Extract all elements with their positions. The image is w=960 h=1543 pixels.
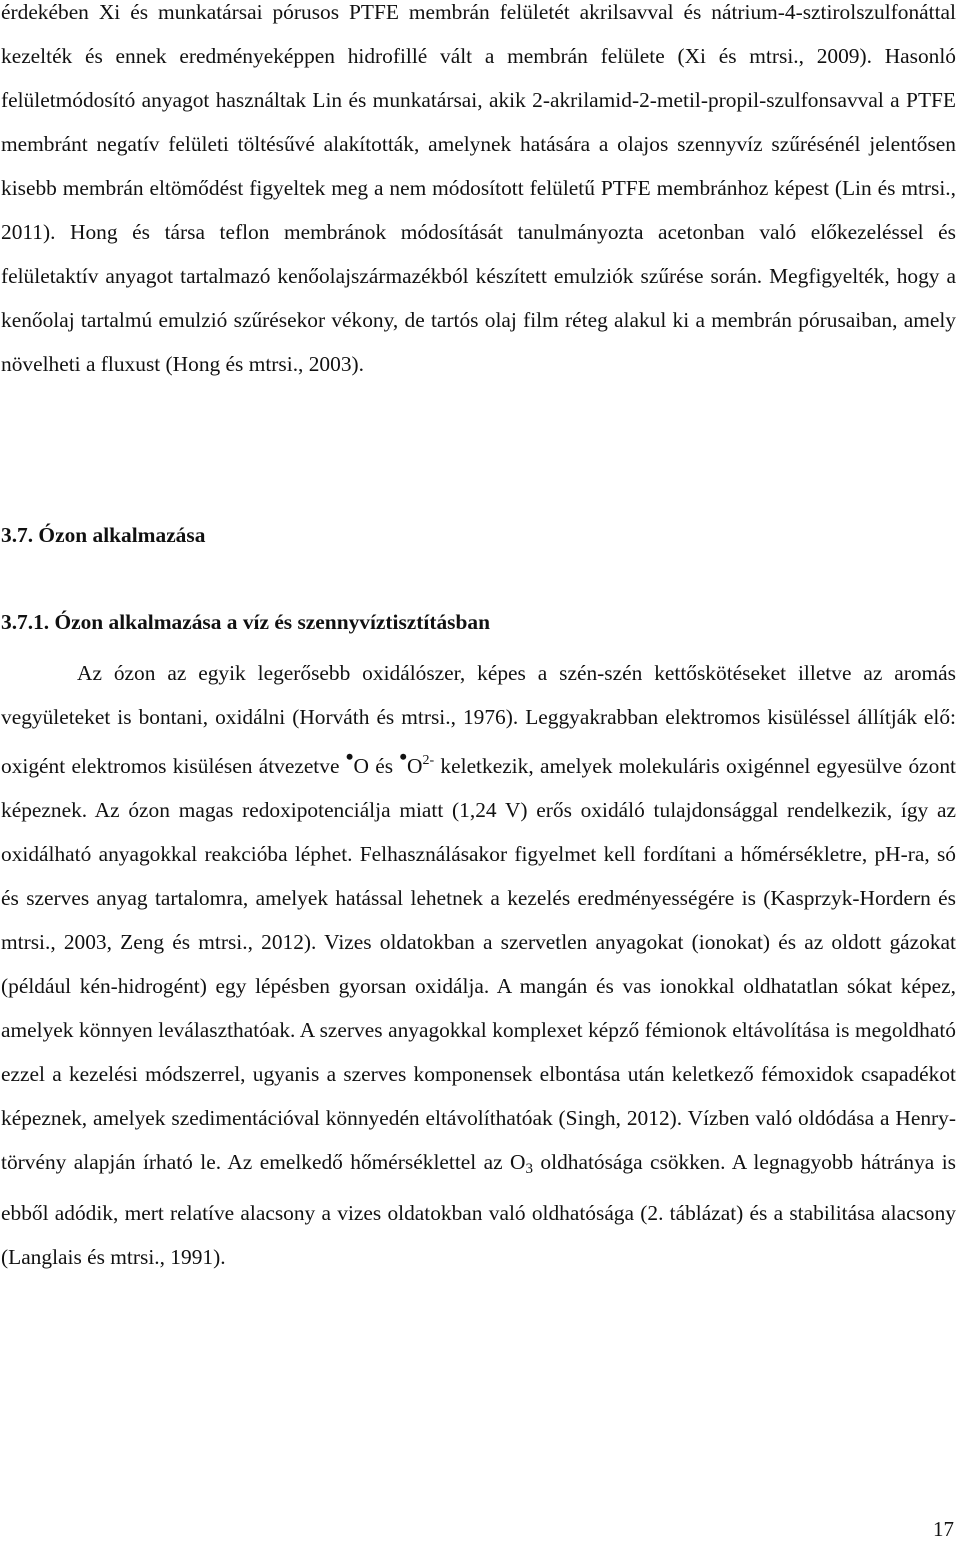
paragraph-ozone-part-a: Az ózon az egyik legerősebb oxidálószer, képes a szén-szén kettőskötéseket illetve az aromás vegyületeket is bontani, oxidálni (Horváth és mtrsi., 1976). Leggyakrabban elektromos kisüléssel állítják elő: oxigént elektromos kisülésen átvezetve [1,661,956,778]
paragraph-ozone-part-b: keletkezik, amelyek molekuláris oxigénnel egyesülve ózont képeznek. Az ózon magas redoxipotenciálja miatt (1,24 V) erős oxidáló tulajdonsággal rendelkezik, így az oxidálható anyagokkal reakcióba léphet. Felhasználásakor figyelmet kell fordítani a hőmérsékletre, pH-ra, só és szerves anyag tartalomra, amelyek hatással lehetnek a kezelés eredményességére is (Kasprzyk-Hordern és mtrsi., 2003, Zeng és mtrsi., 2012). Vizes oldatokban a szervetlen anyagokat (ionokat) és az oldott gázokat (például kén-hidrogént) egy lépésben gyorsan oxidálja. A mangán és vas ionokkal oldhatatlan sókat képez, amelyek könnyen leválaszthatóak. A szerves anyagokkal komplexet képző fémionok eltávolítása is megoldható ezzel a kezelési módszerrel, ugyanis a szerves komponensek elbontása után keletkező fémoxidok csapadékot képeznek, amelyek szedimentációval könnyedén eltávolíthatóak (Singh, 2012). Vízben való oldódása a Henry-törvény alapján írható le. Az emelkedő hőmérséklettel az O [1,754,956,1174]
radical-dot: • [345,744,354,769]
paragraph-ozone [1,651,956,1279]
oxygen-ion-text: O [407,754,423,778]
subsection-heading: 3.7.1. Ózon alkalmazása a víz és szennyvíztisztításban [1,610,490,634]
ozone-subscript: 3 [525,1161,533,1177]
radical-dot: • [399,744,408,769]
page-number: 17 [933,1517,954,1541]
ion-charge-superscript: 2- [422,753,435,768]
oxygen-radical-text: O és [353,754,400,778]
paragraph-ozone-part-c: oldhatósága csökken. A legnagyobb hátránya is ebből adódik, mert relatíve alacsony a vizes oldatokban való oldhatósága (2. táblázat) és a stabilitása alacsony (Langlais és mtrsi., 1991). [1,1150,956,1269]
paragraph-membrane-modification: érdekében Xi és munkatársai pórusos PTFE membrán felületét akrilsavval és nátrium-4-sztirolszulfonáttal kezelték és ennek eredményeképpen hidrofillé vált a membrán felülete (Xi és mtrsi., 2009). Hasonló felületmódosító anyagot használtak Lin és munkatársai, akik 2-akrilamid-2-metil-propil-szulfonsavval a PTFE membránt negatív felületi töltésűvé alakították, amelynek hatására a olajos szennyvíz szűrésénél jelentősen kisebb membrán eltömődést figyeltek meg a nem módosított felületű PTFE membránhoz képest (Lin és mtrsi., 2011). Hong és társa teflon membránok módosítását tanulmányozta acetonban való előkezeléssel és felületaktív anyagot tartalmazó kenőolajszármazékból készített emulziók szűrése során. Megfigyelték, hogy a kenőolaj tartalmú emulzió szűrésekor vékony, de tartós olaj film réteg alakul ki a membrán pórusaiban, amely növelheti a fluxust (Hong és mtrsi., 2003). [1,0,956,376]
section-heading: 3.7. Ózon alkalmazása [1,523,206,547]
